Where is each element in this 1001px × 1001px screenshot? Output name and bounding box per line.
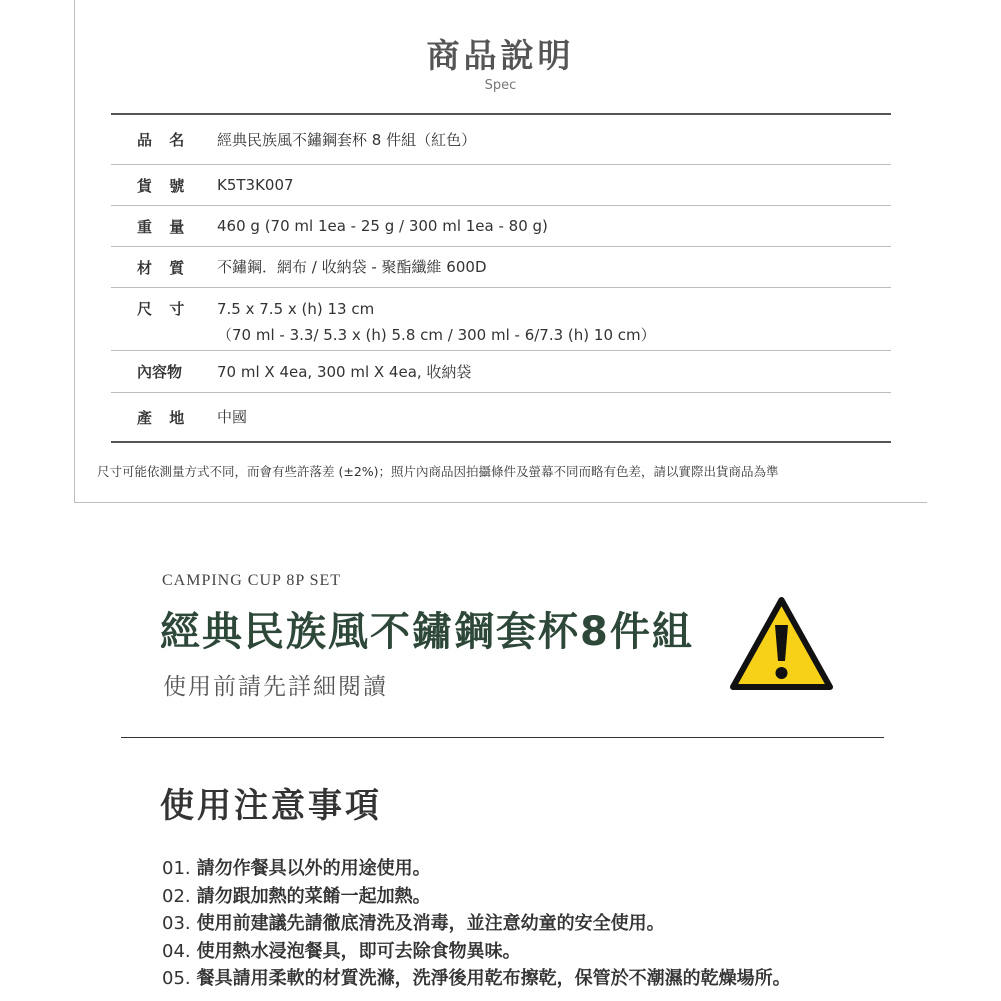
list-item [162,965,791,993]
item-number: 03. [162,913,191,934]
spec-value: 不鏽鋼．網布 / 收納袋 - 聚酯纖維 600D [217,258,487,276]
spec-key: 材 質 [137,258,191,277]
item-text: 餐具請用柔軟的材質洗滌，洗淨後用乾布擦乾，保管於不潮濕的乾燥場所。 [196,968,791,989]
spec-value: K5T3K007 [217,176,294,194]
spec-title: 商品說明 [426,36,575,75]
spec-value-line2: （70 ml - 3.3/ 5.3 x (h) 5.8 cm / 300 ml - 6/7.3 (h) 10 cm） [217,326,656,344]
spec-value: 經典民族風不鏽鋼套杯 8 件組（紅色） [217,130,477,149]
spec-row-contents [111,351,891,393]
notice-list [162,855,791,993]
spec-value: 70 ml X 4ea, 300 ml X 4ea, 收納袋 [217,362,472,381]
spec-key: 產 地 [137,408,191,427]
spec-value: 460 g (70 ml 1ea - 25 g / 300 ml 1ea - 80 g) [217,217,548,235]
section-divider [121,737,884,738]
list-item [162,910,791,938]
spec-key: 內容物 [137,363,183,381]
spec-value-line1: 7.5 x 7.5 x (h) 13 cm [217,300,375,318]
spec-value: 中國 [217,408,248,426]
spec-key: 品 名 [137,131,191,149]
spec-row-name [111,115,891,165]
spec-key: 貨 號 [137,176,191,195]
spec-disclaimer: 尺寸可能依測量方式不同，而會有些許落差 (±2%)；照片內商品因拍攝條件及螢幕不同而略有色差，請以實際出貨商品為準 [97,464,779,479]
item-text: 請勿跟加熱的菜餚一起加熱。 [196,885,431,907]
item-number: 02. [162,885,191,907]
item-number: 04. [162,940,191,962]
spec-value [217,296,891,348]
list-item [162,883,791,911]
spec-row-material [111,247,891,288]
spec-row-origin [111,393,891,441]
warning-triangle-icon [728,595,835,693]
spec-row-sku [111,165,891,206]
spec-row-size [111,288,891,351]
item-text: 使用熱水浸泡餐具，即可去除食物異味。 [196,940,521,962]
product-title: 經典民族風不鏽鋼套杯8件組 [160,609,694,655]
notice-title: 使用注意事項 [160,786,382,826]
list-item [162,855,791,883]
spec-row-weight [111,206,891,247]
read-first-text: 使用前請先詳細閱讀 [163,674,388,700]
item-number: 01. [162,858,191,879]
item-text: 使用前建議先請徹底清洗及消毒，並注意幼童的安全使用。 [196,913,665,934]
spec-subtitle: Spec [484,78,517,93]
product-eyebrow: CAMPING CUP 8P SET [162,572,342,589]
list-item [162,938,791,966]
spec-key: 重 量 [137,217,191,236]
item-text: 請勿作餐具以外的用途使用。 [196,858,431,879]
spec-table [111,113,891,443]
item-number: 05. [162,968,191,989]
spec-key: 尺 寸 [137,300,191,318]
